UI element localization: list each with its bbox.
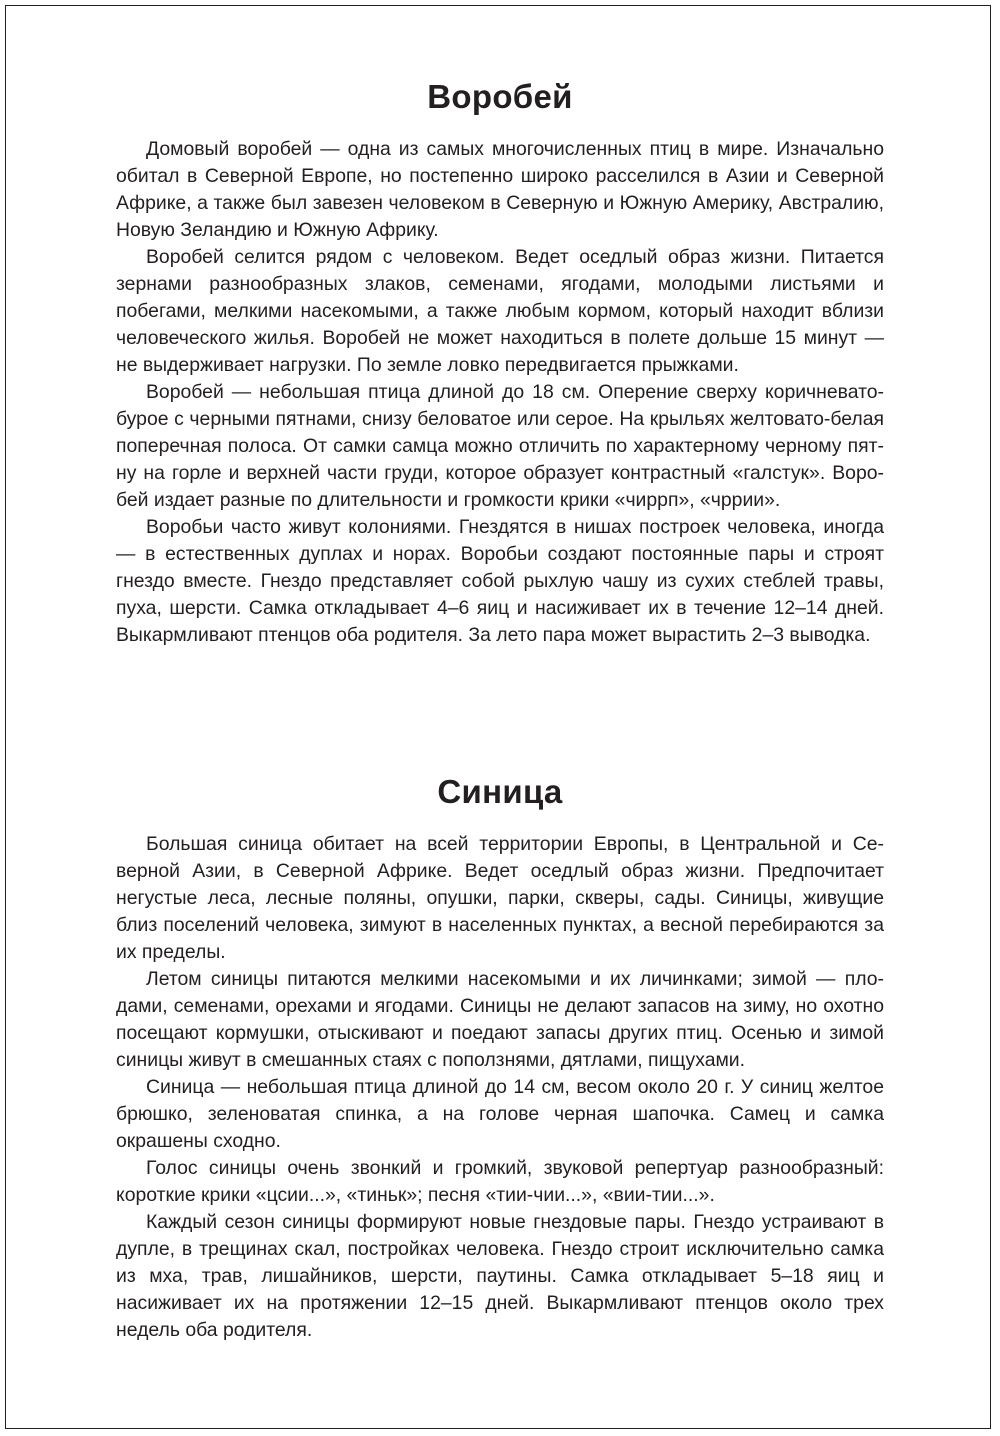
- article-sparrow: [116, 72, 884, 649]
- paragraph: Большая синица обитает на всей территории Европы, в Центральной и Северной Азии, в Северной Африке. Ведет оседлый образ жизни. Предпочитает негустые леса, лесные поляны, опушки, парки, скверы, сады. Синицы, живущие близ поселений человека, зимуют в населенных пунктах, а весной перебираются за их пределы.: [116, 833, 884, 963]
- article-title: Синица: [437, 773, 563, 810]
- article-tit: [116, 767, 884, 1344]
- paragraph: Воробьи часто живут колониями. Гнездятся в нишах построек человека, иногда — в естественных дуплах и норах. Воробьи создают постоянные пары и строят гнездо вместе. Гнездо представляет собой рыхлую чашу из сухих стеблей травы, пуха, шерсти. Самка откладывает 4–6 яиц и насиживает их в течение 12–14 дней. Выкармливают птенцов оба родителя. За лето пара может вырастить 2–3 выводка.: [116, 516, 884, 646]
- paragraph: Голос синицы очень звонкий и громкий, звуковой репертуар разнообразный: короткие крики «цсии...», «тиньк»; песня «тии-чии...», «вии-тии...».: [116, 1157, 884, 1206]
- paragraph: Каждый сезон синицы формируют новые гнездовые пары. Гнездо устраивают в дупле, в трещинах скал, постройках человека. Гнездо строит исключительно самка из мха, трав, лишайников, шерсти, паутины. Самка откладывает 5–18 яиц и насиживает их на протяжении 12–15 дней. Выкармливают птенцов около трех недель оба родителя.: [116, 1211, 884, 1341]
- article-title: Воробей: [427, 78, 573, 115]
- paragraph: Воробей селится рядом с человеком. Ведет оседлый образ жизни. Питается зернами разнообразных злаков, семенами, ягодами, молодыми листьями и побегами, мелкими насекомыми, а также любым кормом, который находит вблизи человеческого жилья. Воробей не может находиться в полете дольше 15 минут — не выдерживает нагрузки. По земле ловко передвигается прыжками.: [116, 246, 884, 376]
- paragraph: Синица — небольшая птица длиной до 14 см, весом около 20 г. У синиц желтое брюшко, зеленоватая спинка, а на голове черная шапочка. Самец и самка окрашены сходно.: [116, 1076, 884, 1152]
- paragraph: Летом синицы питаются мелкими насекомыми и их личинками; зимой — плодами, семенами, орехами и ягодами. Синицы не делают запасов на зиму, но охотно посещают кормушки, отыскивают и поедают запасы других птиц. Осенью и зимой синицы живут в смешанных стаях с поползнями, дятлами, пищухами.: [116, 968, 884, 1071]
- paragraph: Домовый воробей — одна из самых многочисленных птиц в мире. Изначально обитал в Северной Европе, но постепенно широко расселился в Азии и Северной Африке, а также был завезен человеком в Северную и Южную Америку, Австралию, Новую Зеландию и Южную Африку.: [116, 138, 884, 241]
- paragraph: Воробей — небольшая птица длиной до 18 см. Оперение сверху коричневато-бурое с черными пятнами, снизу беловатое или серое. На крыльях желтовато-белая поперечная полоса. От самки самца можно отличить по характерному черному пятну на горле и верхней части груди, которое образует контрастный «галстук». Воробей издает разные по длительности и громкости крики «чиррп», «чррии».: [116, 381, 884, 511]
